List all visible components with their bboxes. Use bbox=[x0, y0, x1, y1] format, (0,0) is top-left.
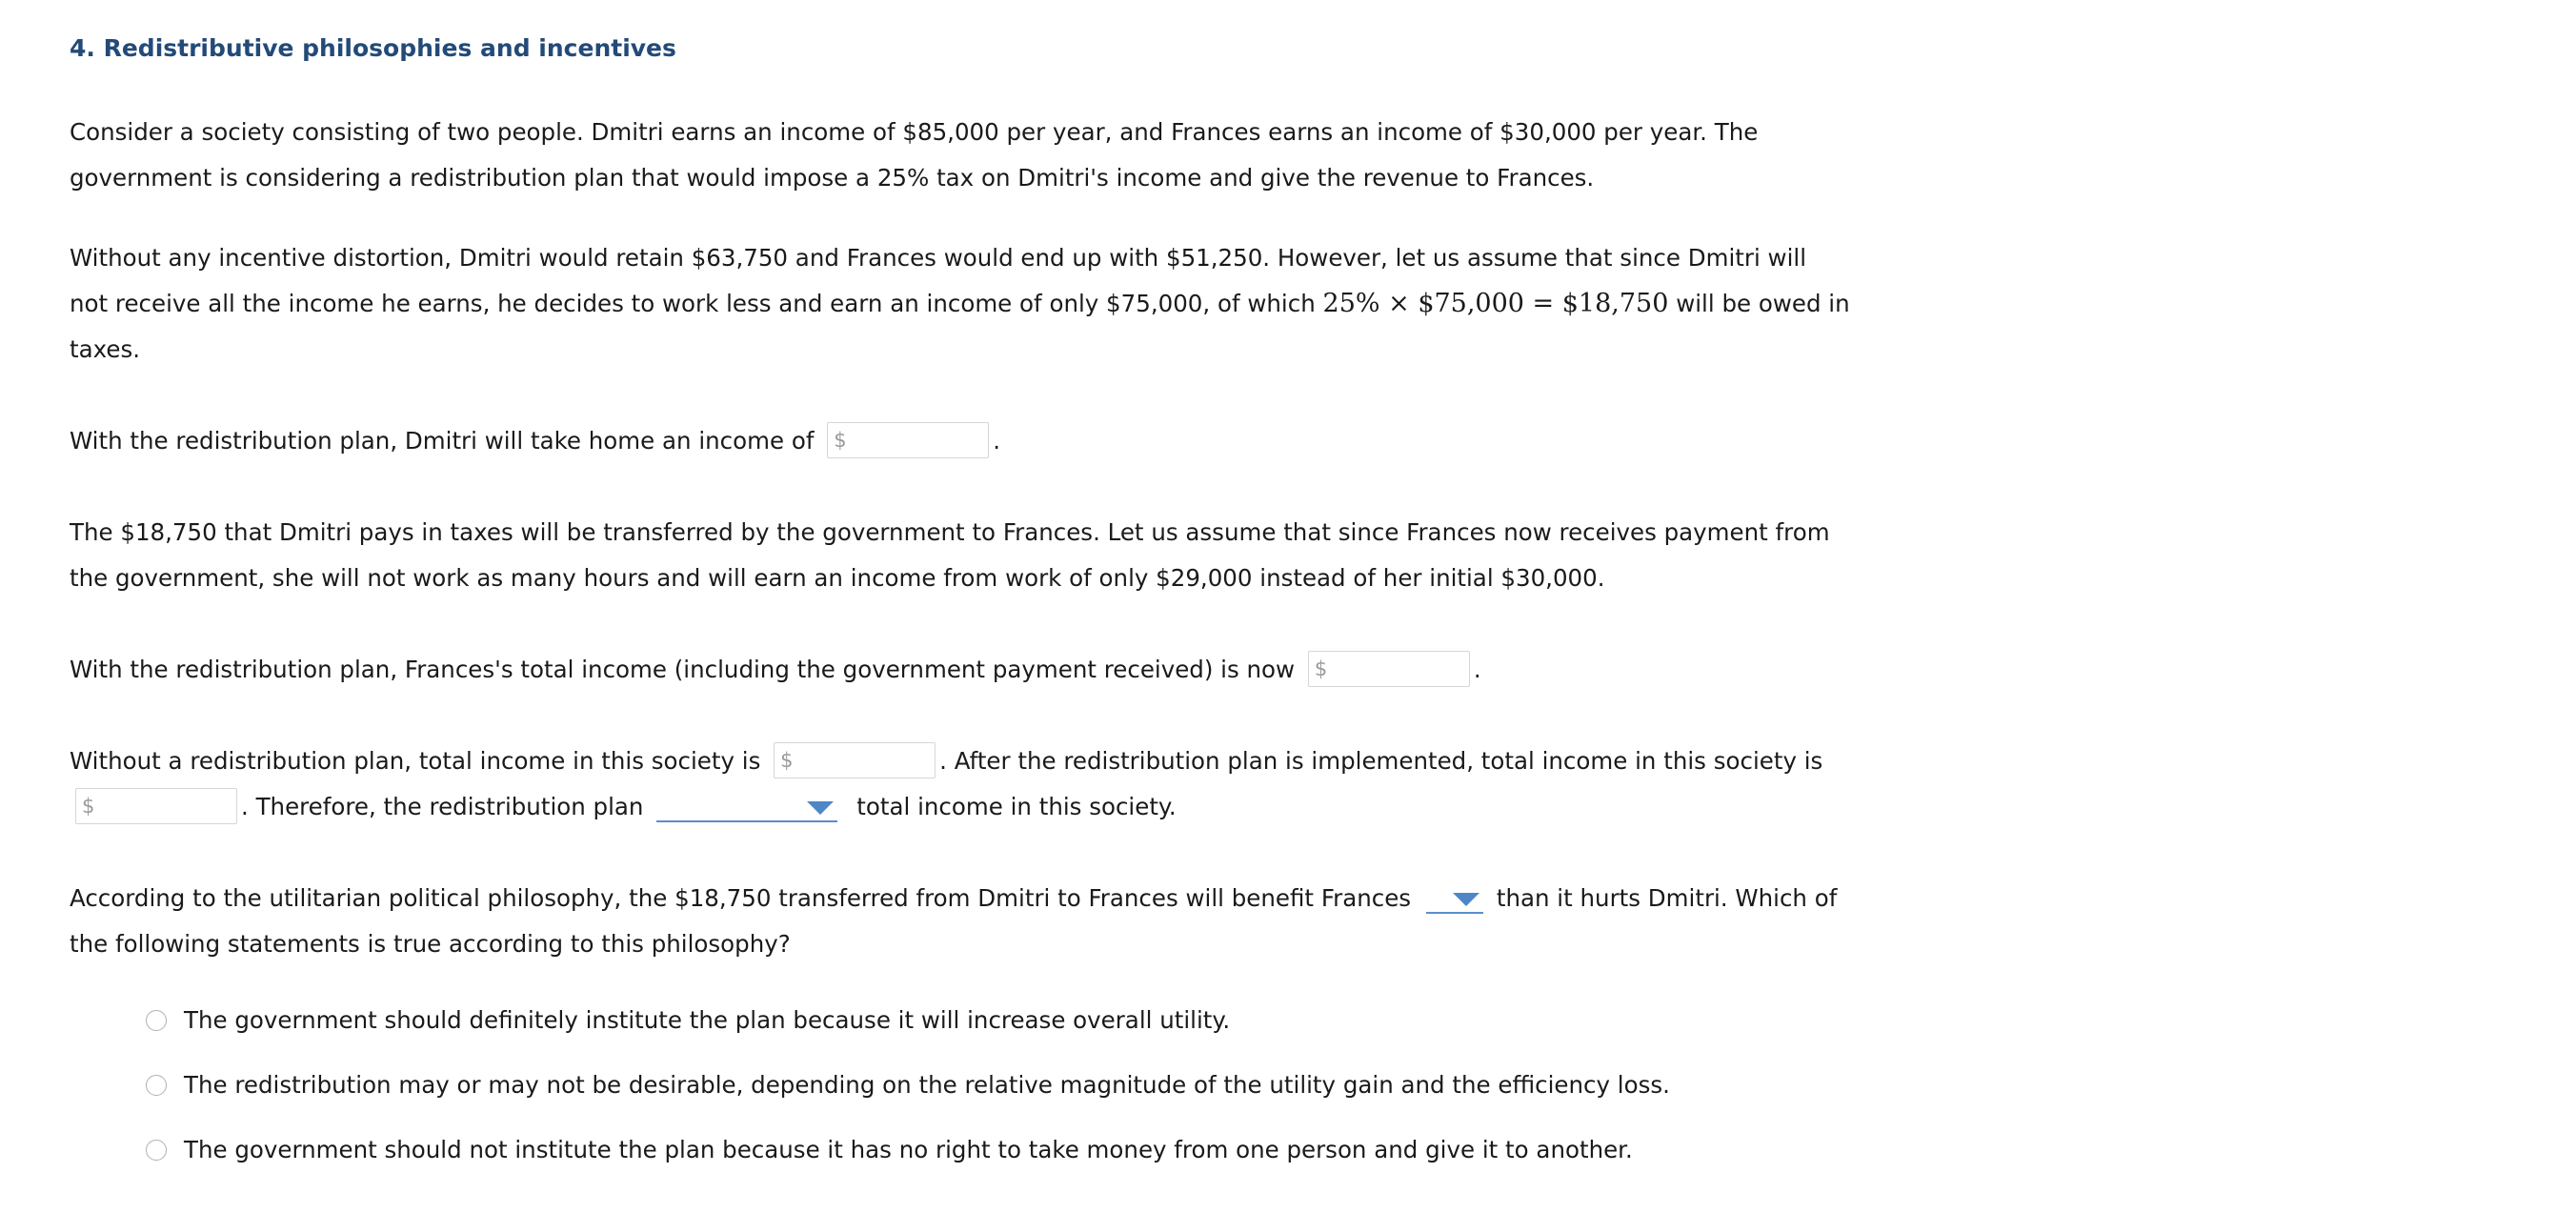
distortion-line-3: taxes. bbox=[70, 335, 140, 363]
intro-line-1: Consider a society consisting of two people. Dmitri earns an income of $85,000 per year, and Frances earns an income of $30,000 per year. The bbox=[70, 118, 1759, 146]
total-without-label: Without a redistribution plan, total income in this society is bbox=[70, 747, 761, 775]
period: . bbox=[1473, 656, 1481, 683]
utilitarian-label: According to the utilitarian political philosophy, the $18,750 transferred from Dmitri to Frances will benefit Frances bbox=[70, 884, 1412, 912]
utilitarian-paragraph bbox=[70, 876, 1880, 967]
question-title: 4. Redistributive philosophies and incentives bbox=[70, 34, 676, 62]
currency-symbol: $ bbox=[1314, 657, 1328, 680]
total-income-with-input[interactable] bbox=[75, 788, 237, 824]
distortion-line-1: Without any incentive distortion, Dmitri would retain $63,750 and Frances would end up with $51,250. However, let us assume that since Dmitri will bbox=[70, 244, 1807, 272]
therefore-label: . Therefore, the redistribution plan bbox=[241, 793, 644, 820]
transfer-paragraph bbox=[70, 510, 1880, 601]
chevron-down-icon bbox=[807, 801, 834, 815]
utilitarian-line-2: the following statements is true according to this philosophy? bbox=[70, 930, 791, 958]
currency-symbol: $ bbox=[82, 795, 95, 818]
frances-income-row bbox=[70, 647, 1880, 693]
radio-button[interactable] bbox=[146, 1010, 167, 1031]
frances-income-label: With the redistribution plan, Frances's total income (including the government payment received) is now bbox=[70, 656, 1296, 683]
answer-option-label: The government should definitely institute the plan because it will increase overall utility. bbox=[184, 1006, 1231, 1034]
radio-button[interactable] bbox=[146, 1075, 167, 1096]
transfer-line-1: The $18,750 that Dmitri pays in taxes will be transferred by the government to Frances. Let us assume that since Frances now receives payment from bbox=[70, 518, 1830, 546]
utilitarian-label-end: than it hurts Dmitri. Which of bbox=[1496, 884, 1838, 912]
frances-income-input[interactable] bbox=[1308, 651, 1470, 687]
total-income-paragraph bbox=[70, 738, 1880, 830]
dmitri-income-row bbox=[70, 418, 1880, 464]
currency-symbol: $ bbox=[834, 429, 847, 452]
distortion-paragraph bbox=[70, 235, 1880, 373]
chevron-down-icon bbox=[1453, 893, 1479, 906]
intro-paragraph bbox=[70, 110, 1880, 201]
total-income-end-label: total income in this society. bbox=[856, 793, 1177, 820]
plan-effect-dropdown[interactable] bbox=[656, 786, 837, 822]
total-with-label: . After the redistribution plan is implemented, total income in this society is bbox=[939, 747, 1823, 775]
tax-equation: 25% × $75,000 = $18,750 bbox=[1322, 289, 1669, 318]
answer-option-label: The redistribution may or may not be desirable, depending on the relative magnitude of the utility gain and the efficiency loss. bbox=[184, 1071, 1670, 1099]
transfer-line-2: the government, she will not work as many hours and will earn an income from work of only $29,000 instead of her initial $30,000. bbox=[70, 564, 1605, 592]
dmitri-income-label: With the redistribution plan, Dmitri will take home an income of bbox=[70, 427, 815, 455]
answer-options bbox=[146, 1001, 1861, 1195]
currency-symbol: $ bbox=[780, 749, 794, 772]
benefit-comparison-dropdown[interactable] bbox=[1426, 878, 1483, 914]
distortion-line-2 bbox=[70, 281, 1880, 327]
answer-option-label: The government should not institute the plan because it has no right to take money from one person and give it to another. bbox=[184, 1136, 1633, 1163]
distortion-line-2-text: not receive all the income he earns, he decides to work less and earn an income of only $75,000, of which bbox=[70, 290, 1323, 317]
answer-option[interactable] bbox=[146, 1130, 1861, 1195]
intro-line-2: government is considering a redistribution plan that would impose a 25% tax on Dmitri's income and give the revenue to Frances. bbox=[70, 164, 1595, 192]
dmitri-income-input[interactable] bbox=[827, 422, 989, 458]
total-income-without-input[interactable] bbox=[774, 742, 936, 778]
answer-option[interactable] bbox=[146, 1065, 1861, 1130]
answer-option[interactable] bbox=[146, 1001, 1861, 1065]
distortion-line-2-end: will be owed in bbox=[1668, 290, 1850, 317]
period: . bbox=[993, 427, 1001, 455]
radio-button[interactable] bbox=[146, 1140, 167, 1161]
